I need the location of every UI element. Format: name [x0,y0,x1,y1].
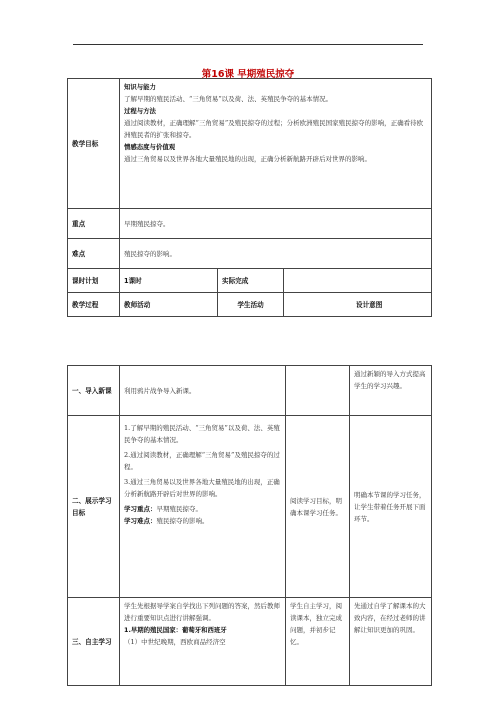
objective-item-2: 2.通过阅读教材，正确理解“三角贸易”及殖民掠夺的过程。 [124,451,280,471]
objective-item-1: 1.了解早期的殖民活动、“三角贸易”以及荷、法、英殖民争夺的基本情况。 [124,424,280,444]
teacher-objectives [120,416,286,598]
objective-text-values: 通过三角贸易以及世界各地大量殖民地的出现，正确分析新航路开辟后对世界的影响。 [124,155,371,163]
learning-difficulty-label: 学习难点： [124,517,157,525]
schedule-label: 课时计划 [68,269,120,293]
column-header-teacher: 教师活动 [120,293,218,317]
schedule-actual-label: 实际完成 [218,269,284,293]
difficulty-row [68,239,432,269]
key-point-row [68,209,432,239]
schedule-planned: 1课时 [120,269,218,293]
stage-self-study: 三、自主学习 [68,598,120,686]
objective-text-process: 通过阅读教材，正确理解“三角贸易”及殖民掠夺的过程；分析欧洲殖民国家殖民掠夺的影响，正确看待欧洲殖民者的扩张和掠夺。 [124,119,424,139]
objectives-label: 教学目标 [68,79,120,209]
learning-difficulty-text: 殖民掠夺的影响。 [156,517,209,525]
schedule-actual-value [284,269,432,293]
key-point-text: 早期殖民掠夺。 [120,209,432,239]
design-objectives: 明确本节课的学习任务，让学生带着任务开展下面环节。 [350,416,432,598]
objectives-content [120,79,432,209]
page-title: 第16课 早期殖民掠夺 [201,69,295,80]
objective-heading-process: 过程与方法 [124,107,156,115]
key-point-label: 重点 [68,209,120,239]
header-rule [73,44,423,45]
learning-difficulty [124,515,281,527]
objective-item-3: 3.通过三角贸易以及世界各地大量殖民地的出现，正确分析新航路开辟后对世界的影响。 [124,478,280,498]
student-self-study: 学生自主学习，阅读课本，独立完成问题，并初步记忆。 [286,598,350,686]
objectives-row [68,79,432,209]
teacher-intro: 利用鸦片战争导入新课。 [120,366,286,416]
design-self-study: 先通过自学了解课本的大致内容，在经过老师的讲解让知识更加的巩固。 [350,598,432,686]
column-header-student: 学生活动 [218,293,284,317]
objective-text-knowledge: 了解早期的殖民活动、“三角贸易”以及荷、法、英殖民争夺的基本情况。 [124,95,333,103]
objective-heading-values: 情感态度与价值观 [124,143,176,151]
self-study-subtext: （1）中世纪晚期，西欧商品经济空 [124,638,226,646]
student-objectives: 阅读学习目标，明确本课学习任务。 [286,416,350,598]
table-row [68,598,432,686]
learning-key-label: 学习重点： [124,505,157,513]
self-study-intro: 学生先根据导学案自学找出下列问题的答案，然后教师进行重要知识点进行讲解强调。 [124,602,280,622]
table-row [68,366,432,416]
column-header-design: 设计意图 [284,293,432,317]
learning-key-text: 早期殖民掠夺。 [156,505,202,513]
process-table [67,365,432,686]
table-row [68,416,432,598]
difficulty-label: 难点 [68,239,120,269]
schedule-row [68,269,432,293]
teacher-self-study [120,598,286,686]
design-intro: 通过新颖的导入方式提高学生的学习兴趣。 [350,366,432,416]
learning-key-point [124,503,281,515]
process-header-row [68,293,432,317]
stage-objectives: 二、展示学习目标 [68,416,120,598]
stage-intro: 一、导入新课 [68,366,120,416]
lesson-plan-table [67,78,432,317]
objective-heading-knowledge: 知识与能力 [124,83,156,91]
self-study-subheading: 1.早期的殖民国家：葡萄牙和西班牙 [124,626,227,634]
column-header-process: 教学过程 [68,293,120,317]
difficulty-text: 殖民掠夺的影响。 [120,239,432,269]
student-intro [286,366,350,416]
